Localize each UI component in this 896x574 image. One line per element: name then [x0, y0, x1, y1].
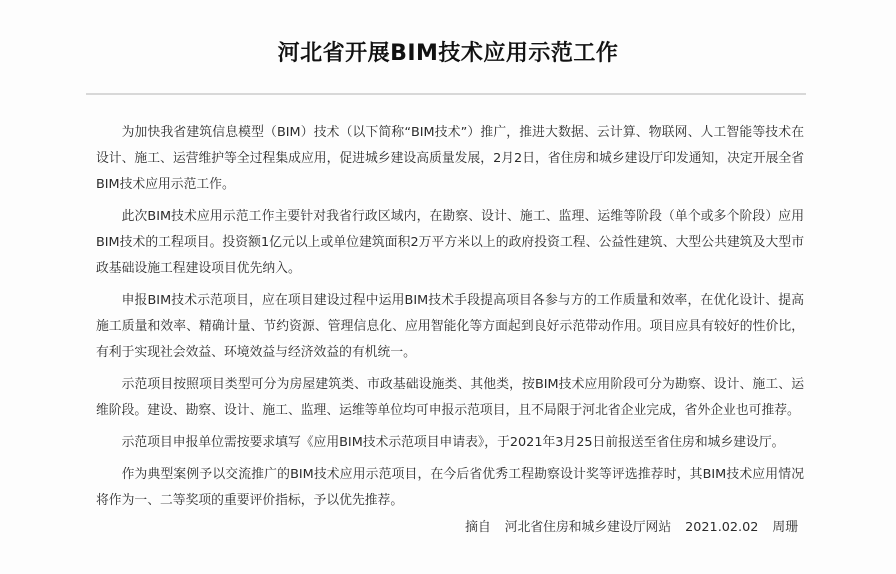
source-author: 周珊	[772, 520, 798, 535]
paragraph-3: 申报BIM技术示范项目，应在项目建设过程中运用BIM技术手段提高项目各参与方的工作质量和效率，在优化设计、提高施工质量和效率、精确计量、节约资源、管理信息化、应用智能化等方面起到良好示范带动作用。项目应具有较好的性价比，有利于实现社会效益、环境效益与经济效益的有机统一。	[96, 293, 804, 360]
paragraph-5: 示范项目申报单位需按要求填写《应用BIM技术示范项目申请表》，于2021年3月25日前报送至省住房和城乡建设厅。	[121, 435, 785, 450]
paragraph-1: 为加快我省建筑信息模型（BIM）技术（以下简称“BIM技术”）推广，推进大数据、云计算、物联网、人工智能等技术在设计、施工、运营维护等全过程集成应用，促进城乡建设高质量发展，2月2日，省住房和城乡建设厅印发通知，决定开展全省BIM技术应用示范工作。	[96, 125, 804, 192]
paragraph-6: 作为典型案例予以交流推广的BIM技术应用示范项目，在今后省优秀工程勘察设计奖等评选推荐时，其BIM技术应用情况将作为一、二等奖项的重要评价指标，予以优先推荐。	[96, 467, 804, 508]
source-attribution	[465, 516, 798, 540]
paragraph-2: 此次BIM技术应用示范工作主要针对我省行政区域内，在勘察、设计、施工、监理、运维等阶段（单个或多个阶段）应用BIM技术的工程项目。投资额1亿元以上或单位建筑面积2万平方米以上的政府投资工程、公益性建筑、大型公共建筑及大型市政基础设施工程建设项目优先纳入。	[96, 209, 804, 276]
article-body	[96, 120, 804, 520]
title-divider	[86, 93, 806, 95]
source-date: 2021.02.02	[685, 520, 759, 535]
source-label: 摘自	[465, 520, 491, 535]
article-title: 河北省开展BIM技术应用示范工作	[277, 41, 619, 66]
paragraph-4: 示范项目按照项目类型可分为房屋建筑类、市政基础设施类、其他类，按BIM技术应用阶段可分为勘察、设计、施工、运维阶段。建设、勘察、设计、施工、监理、运维等单位均可申报示范项目，且不局限于河北省企业完成，省外企业也可推荐。	[96, 377, 804, 418]
source-site: 河北省住房和城乡建设厅网站	[504, 520, 672, 535]
